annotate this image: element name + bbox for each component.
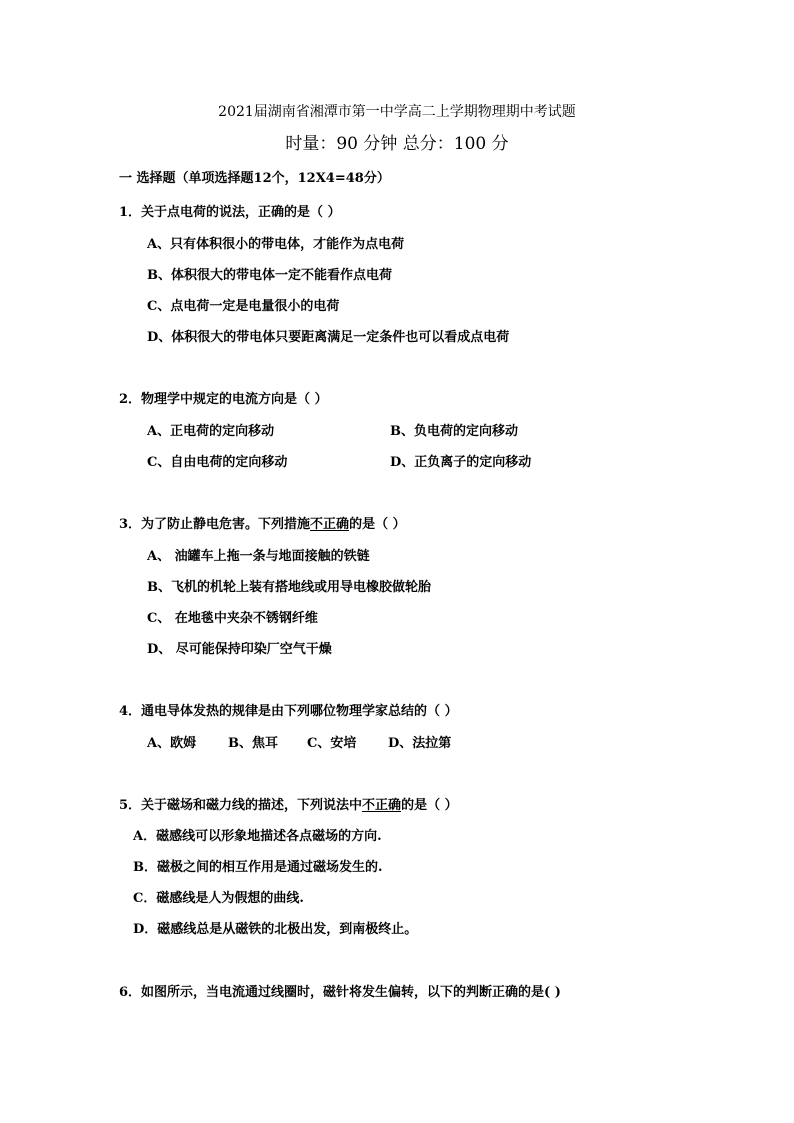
question-5-option-d: D．磁感线总是从磁铁的北极出发，到南极终止。	[133, 922, 418, 937]
question-3-stem-prefix: 3．为了防止静电危害。下列措施	[119, 517, 311, 532]
question-3-option-c: C、 在地毯中夹杂不锈钢纤维	[147, 611, 318, 626]
question-3-stem-suffix: 的是（ ）	[349, 517, 406, 532]
exam-subtitle: 时量：90 分钟 总分：100 分	[285, 134, 509, 154]
question-4-option-d: D、法拉第	[388, 736, 452, 751]
question-5-stem-prefix: 5．关于磁场和磁力线的描述，下列说法中	[119, 798, 363, 813]
question-5-option-b: B．磁极之间的相互作用是通过磁场发生的.	[133, 860, 383, 875]
exam-title: 2021届湖南省湘潭市第一中学高二上学期物理期中考试题	[218, 104, 576, 120]
question-5-option-c: C．磁感线是人为假想的曲线.	[133, 891, 304, 906]
question-3-option-d: D、 尽可能保持印染厂空气干燥	[147, 642, 332, 657]
question-2-option-a: A、正电荷的定向移动	[147, 424, 275, 439]
question-4-stem: 4．通电导体发热的规律是由下列哪位物理学家总结的（ ）	[119, 704, 458, 719]
question-3-option-a: A、 油罐车上拖一条与地面接触的铁链	[147, 549, 370, 564]
question-5-stem-suffix: 的是（ ）	[401, 798, 458, 813]
question-5-stem	[119, 794, 458, 813]
question-2-option-c: C、自由电荷的定向移动	[147, 455, 288, 470]
question-1-stem: 1．关于点电荷的说法，正确的是（ ）	[119, 205, 341, 220]
question-1-option-a: A、只有体积很小的带电体，才能作为点电荷	[147, 237, 405, 252]
question-5-option-a: A．磁感线可以形象地描述各点磁场的方向.	[133, 829, 382, 844]
question-6-stem: 6．如图所示，当电流通过线圈时，磁针将发生偏转，以下的判断正确的是( )	[119, 985, 561, 1000]
question-1-option-b: B、体积很大的带电体一定不能看作点电荷	[147, 268, 392, 283]
question-1-option-d: D、体积很大的带电体只要距离满足一定条件也可以看成点电荷	[147, 330, 510, 345]
question-5-stem-emphasis: 不正确	[362, 798, 402, 813]
question-2-option-b: B、负电荷的定向移动	[390, 424, 518, 439]
question-3-option-b: B、飞机的机轮上装有搭地线或用导电橡胶做轮胎	[147, 580, 431, 595]
question-3-stem-emphasis: 不正确	[310, 517, 350, 532]
question-4-option-a: A、欧姆	[147, 736, 197, 751]
question-2-stem: 2．物理学中规定的电流方向是（ ）	[119, 392, 328, 407]
question-2-option-d: D、正负离子的定向移动	[390, 455, 532, 470]
question-1-option-c: C、点电荷一定是电量很小的电荷	[147, 299, 340, 314]
question-4-option-c: C、安培	[307, 736, 357, 751]
section-heading: 一 选择题（单项选择题12个，12X4=48分）	[119, 171, 390, 186]
question-3-stem	[119, 513, 406, 532]
question-4-option-b: B、焦耳	[228, 736, 278, 751]
